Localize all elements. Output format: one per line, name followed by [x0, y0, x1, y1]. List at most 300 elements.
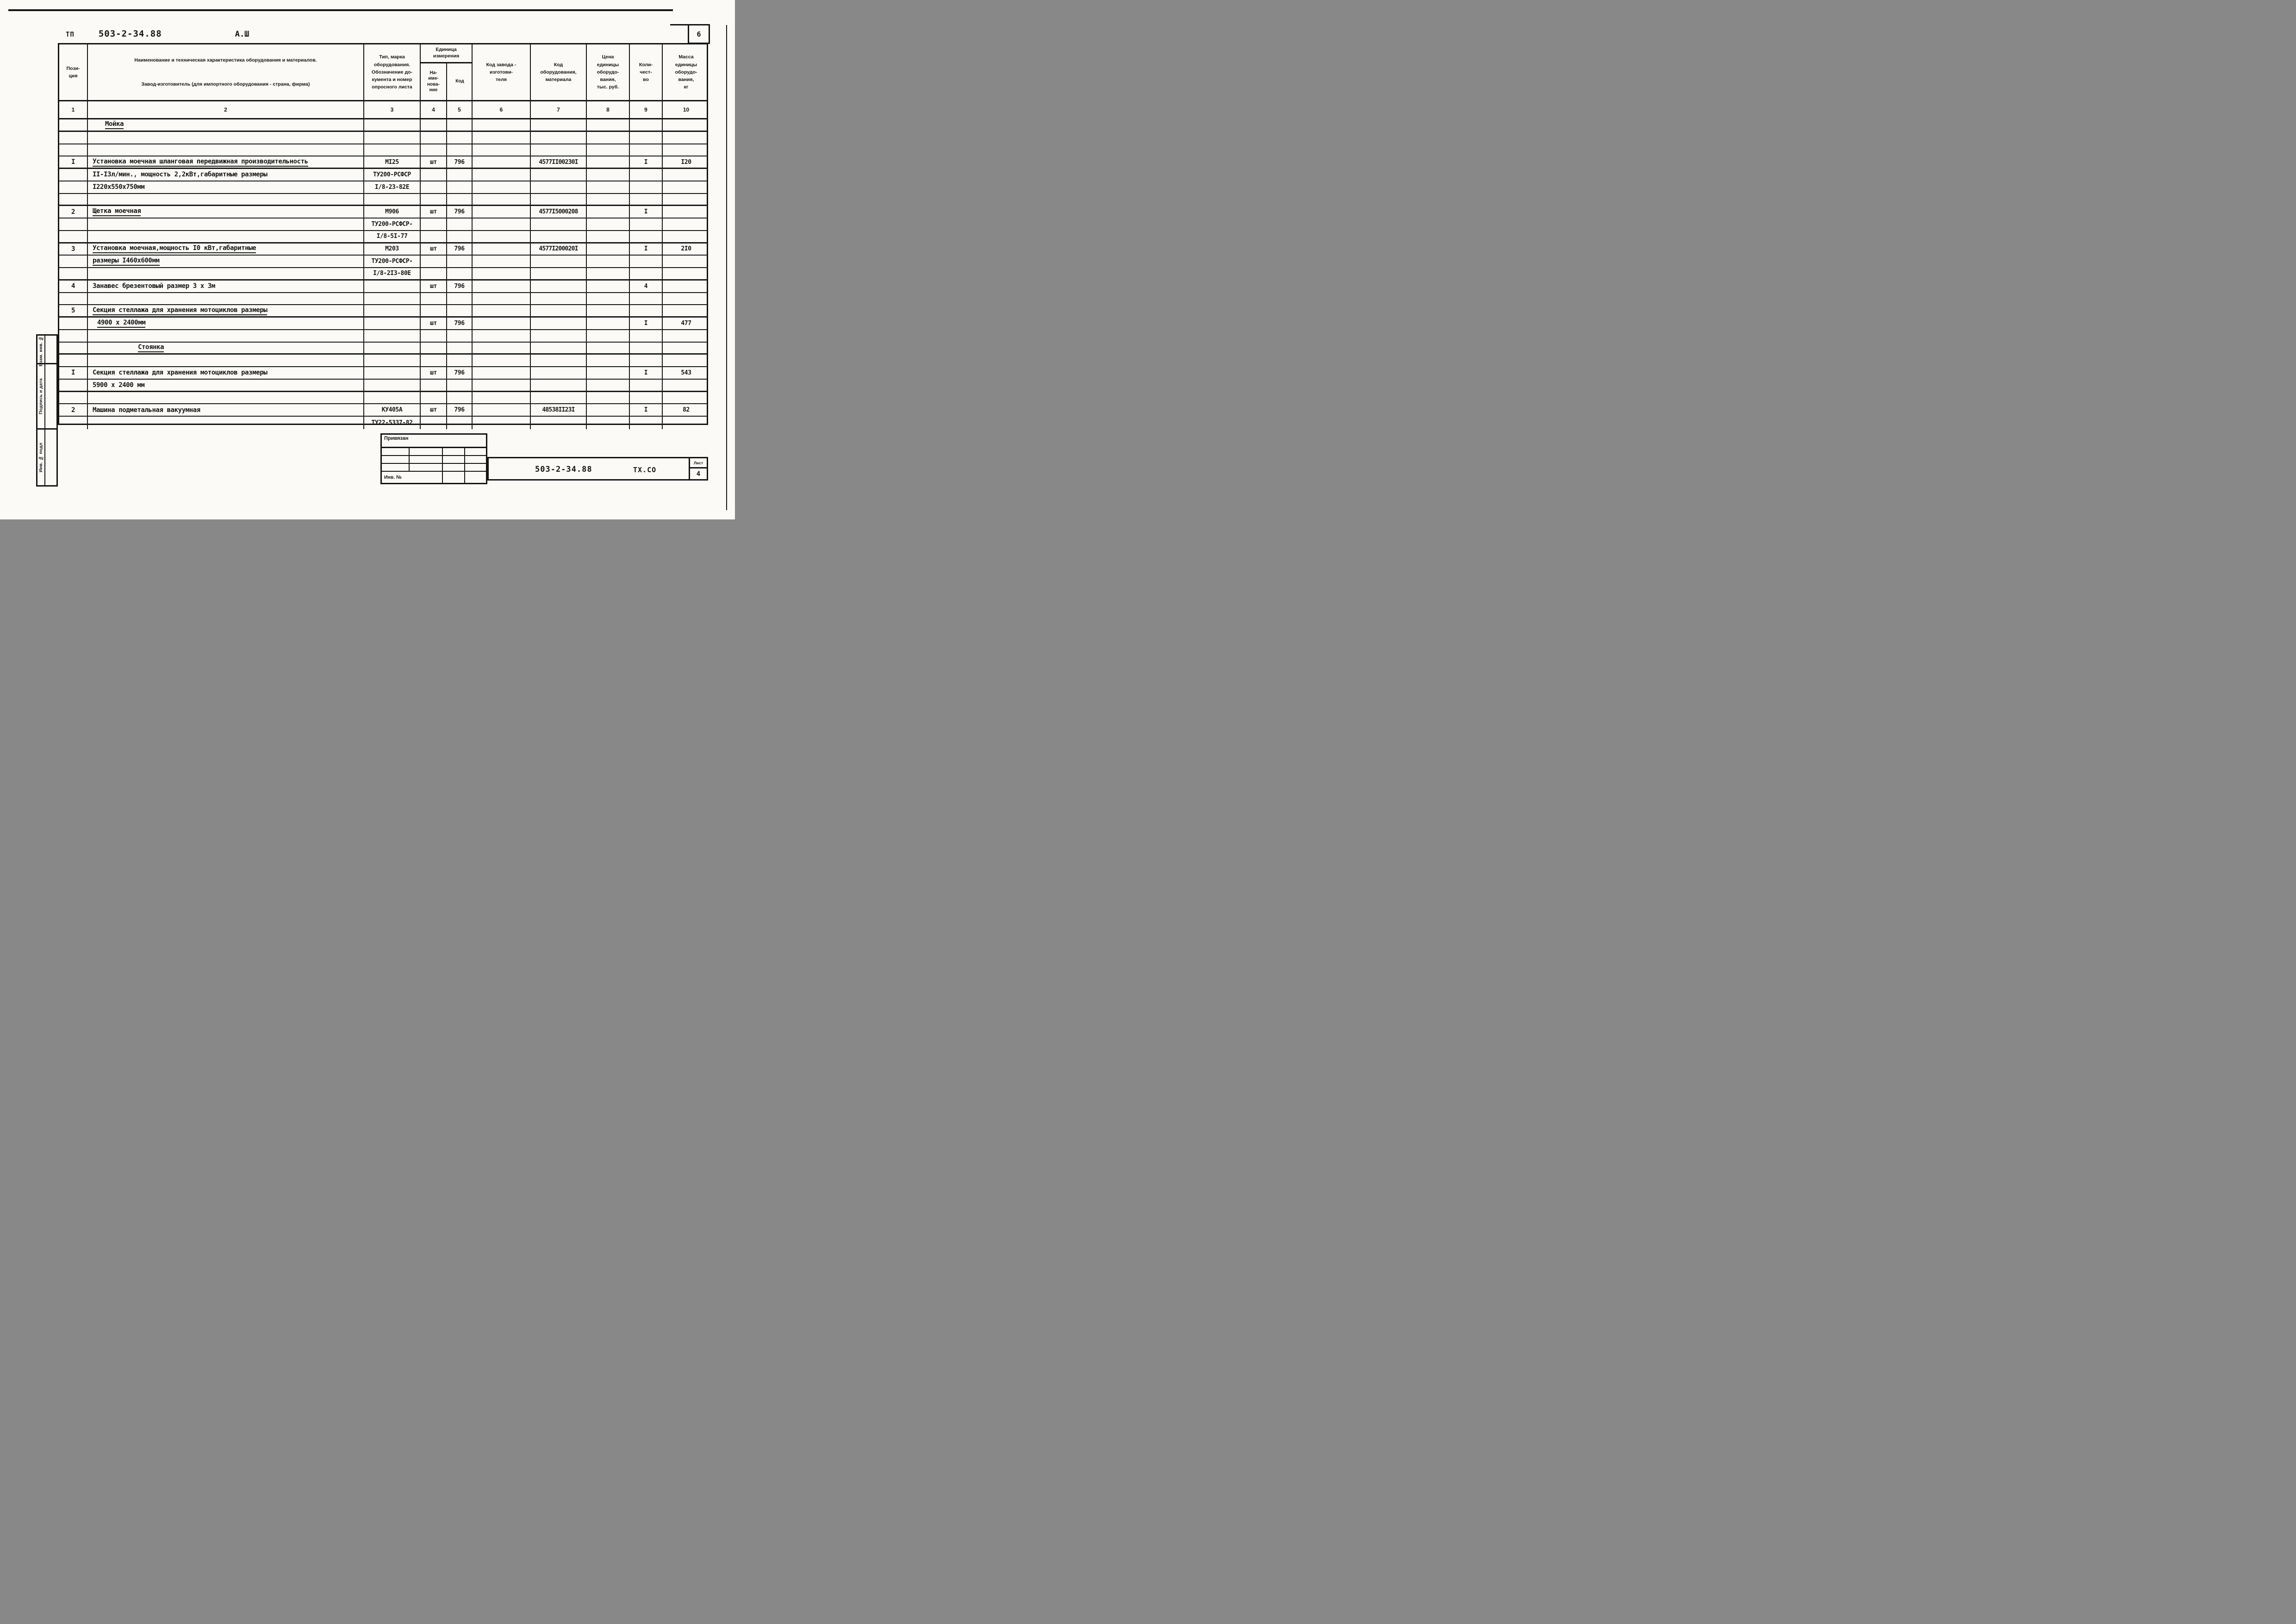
- cell-pos: 3: [59, 244, 88, 255]
- binding-stamp: [380, 433, 487, 484]
- cell-pos: [59, 343, 88, 354]
- table-row: [59, 144, 707, 157]
- cell-equip: [531, 355, 587, 366]
- table-row: [59, 380, 707, 392]
- cell-price: [587, 380, 630, 391]
- cell-equip: [531, 318, 587, 329]
- cell-price: [587, 194, 630, 205]
- cell-factory: [473, 268, 531, 279]
- cell-price: [587, 231, 630, 242]
- cell-type: [364, 281, 421, 292]
- header-unit-name: На- име- нова- ние: [421, 63, 447, 100]
- cell-qty: [630, 268, 663, 279]
- cell-factory: [473, 392, 531, 404]
- cell-code: 796: [447, 244, 473, 255]
- cell-pos: [59, 318, 88, 329]
- cell-pos: I: [59, 156, 88, 168]
- page-number-box: [688, 24, 710, 44]
- cell-equip: [531, 380, 587, 391]
- cell-name: Щетка моечная: [88, 206, 364, 218]
- stamp-grid-row: [382, 448, 486, 456]
- cell-qty: [630, 132, 663, 144]
- cell-unit: [421, 194, 447, 205]
- cell-pos: [59, 231, 88, 242]
- cell-code: [447, 380, 473, 391]
- cell-qty: I: [630, 156, 663, 168]
- cell-price: [587, 293, 630, 305]
- table-row: [59, 156, 707, 169]
- stamp-inv-row: [382, 472, 486, 483]
- cell-name: [88, 231, 364, 242]
- column-number: 8: [587, 101, 630, 118]
- cell-type: ТУ200-РСФСР-: [364, 256, 421, 267]
- cell-equip: [531, 392, 587, 404]
- cell-name: [88, 219, 364, 230]
- table-row: [59, 132, 707, 144]
- cell-unit: [421, 293, 447, 305]
- page-number-tick: [670, 24, 688, 25]
- stamp-title: Привязан: [382, 435, 486, 448]
- cell-type: [364, 318, 421, 329]
- cell-qty: [630, 256, 663, 267]
- cell-unit: шт: [421, 367, 447, 379]
- cell-name: Занавес брезентовый размер 3 х 3м: [88, 281, 364, 292]
- cell-type: I/8-5I-77: [364, 231, 421, 242]
- cell-mass: [663, 144, 709, 156]
- cell-price: [587, 330, 630, 342]
- cell-price: [587, 244, 630, 255]
- cell-equip: 4577I5000208: [531, 206, 587, 218]
- cell-factory: [473, 256, 531, 267]
- cell-factory: [473, 156, 531, 168]
- sheet-label: Лист: [690, 458, 707, 468]
- sidebar-cell-podpis: [37, 364, 56, 430]
- table-header-row: [59, 44, 707, 101]
- cell-factory: [473, 318, 531, 329]
- cell-type: [364, 305, 421, 316]
- cell-qty: [630, 181, 663, 193]
- cell-equip: [531, 417, 587, 429]
- cell-code: [447, 256, 473, 267]
- cell-code: [447, 355, 473, 366]
- cell-name: [88, 417, 364, 429]
- cell-code: [447, 169, 473, 181]
- cell-type: [364, 144, 421, 156]
- cell-type: ТУ22-5337-82: [364, 417, 421, 429]
- cell-factory: [473, 293, 531, 305]
- cell-unit: шт: [421, 244, 447, 255]
- column-number: 5: [447, 101, 473, 118]
- cell-qty: I: [630, 367, 663, 379]
- cell-mass: [663, 417, 709, 429]
- cell-pos: [59, 380, 88, 391]
- cell-qty: [630, 305, 663, 316]
- footer-project-number: 503-2-34.88: [535, 465, 592, 474]
- cell-mass: 82: [683, 406, 690, 414]
- cell-factory: [473, 380, 531, 391]
- cell-qty: [630, 231, 663, 242]
- sidebar-blank: [45, 336, 56, 366]
- cell-qty: [630, 219, 663, 230]
- cell-pos: [59, 194, 88, 205]
- cell-mass: [663, 132, 709, 144]
- cell-factory: [473, 417, 531, 429]
- cell-code: [447, 343, 473, 354]
- cell-pos: [59, 392, 88, 404]
- cell-unit: [421, 380, 447, 391]
- cell-pos: I: [59, 367, 88, 379]
- cell-pos: [59, 330, 88, 342]
- cell-name: Мойка: [88, 119, 364, 131]
- cell-equip: [531, 343, 587, 354]
- cell-unit: [421, 330, 447, 342]
- cell-price: [587, 343, 630, 354]
- cell-equip: 4577II00230I: [531, 156, 587, 168]
- header-factory-code: Код завода - изготови- теля: [473, 44, 531, 100]
- sidebar-blank: [45, 364, 56, 428]
- cell-qty: [630, 169, 663, 181]
- cell-pos: [59, 417, 88, 429]
- cell-name: [88, 268, 364, 279]
- title-block-band: [487, 457, 708, 481]
- cell-unit: [421, 181, 447, 193]
- cell-qty: [630, 355, 663, 366]
- cell-unit: [421, 343, 447, 354]
- column-number: 9: [630, 101, 663, 118]
- cell-mass: [663, 305, 709, 316]
- cell-price: [587, 119, 630, 131]
- cell-type: М203: [364, 244, 421, 255]
- cell-pos: [59, 219, 88, 230]
- table-row: [59, 231, 707, 244]
- cell-factory: [473, 343, 531, 354]
- header-unit-code: Код: [455, 79, 464, 84]
- header-position: Пози- ция: [59, 44, 88, 100]
- cell-price: [587, 256, 630, 267]
- cell-name: II-I3л/мин., мощность 2,2кВт,габаритные размеры: [88, 169, 364, 181]
- table-row: [59, 206, 707, 219]
- right-margin-rule: [726, 25, 727, 510]
- cell-unit: шт: [421, 404, 447, 416]
- cell-equip: [531, 293, 587, 305]
- cell-code: [447, 132, 473, 144]
- column-number: 7: [531, 101, 587, 118]
- sidebar-cell-inv: [37, 430, 56, 485]
- cell-type: [364, 392, 421, 404]
- cell-qty: [630, 293, 663, 305]
- cell-mass: [663, 194, 709, 205]
- page-number: 6: [697, 30, 701, 38]
- cell-code: [447, 392, 473, 404]
- cell-price: [587, 355, 630, 366]
- cell-price: [587, 281, 630, 292]
- cell-name: Секция стеллажа для хранения мотоциклов размеры: [88, 367, 364, 379]
- cell-equip: [531, 144, 587, 156]
- cell-price: [587, 268, 630, 279]
- table-row: [59, 305, 707, 318]
- cell-qty: 4: [630, 281, 663, 292]
- cell-type: I/8-23-82Е: [364, 181, 421, 193]
- column-number: 10: [683, 106, 690, 113]
- cell-type: [364, 380, 421, 391]
- cell-mass: [663, 206, 709, 218]
- cell-equip: [531, 268, 587, 279]
- cell-name: 5900 х 2400 мм: [88, 380, 364, 391]
- cell-name: Установка моечная,мощность I0 кВт,габаритные: [88, 244, 364, 255]
- cell-pos: [59, 132, 88, 144]
- cell-mass: [663, 219, 709, 230]
- cell-mass: [663, 330, 709, 342]
- cell-price: [587, 156, 630, 168]
- sheet-number-box: [689, 458, 707, 479]
- cell-name: [88, 392, 364, 404]
- cell-pos: [59, 181, 88, 193]
- cell-unit: [421, 392, 447, 404]
- cell-mass: [663, 119, 709, 131]
- table-row: [59, 119, 707, 132]
- cell-equip: [531, 367, 587, 379]
- cell-code: [447, 231, 473, 242]
- sheet-number: 4: [696, 470, 701, 478]
- cell-unit: [421, 144, 447, 156]
- cell-type: [364, 367, 421, 379]
- cell-pos: 2: [59, 206, 88, 218]
- cell-qty: [630, 417, 663, 429]
- cell-equip: [531, 256, 587, 267]
- cell-factory: [473, 355, 531, 366]
- cell-equip: [531, 169, 587, 181]
- cell-code: [447, 305, 473, 316]
- cell-qty: [630, 144, 663, 156]
- table-row: [59, 367, 707, 380]
- header-unit-title: Единица измерения: [421, 44, 472, 63]
- cell-pos: [59, 144, 88, 156]
- cell-mass: I20: [681, 158, 691, 166]
- table-row: [59, 330, 707, 343]
- cell-factory: [473, 169, 531, 181]
- cell-unit: [421, 169, 447, 181]
- cell-type: [364, 343, 421, 354]
- cell-pos: [59, 256, 88, 267]
- cell-price: [587, 206, 630, 218]
- table-row: [59, 404, 707, 417]
- cell-type: [364, 132, 421, 144]
- footer-mark: ТХ.СО: [633, 466, 657, 474]
- table-row: [59, 293, 707, 306]
- cell-factory: [473, 194, 531, 205]
- cell-code: [447, 194, 473, 205]
- sidebar-cell-vzam: [37, 336, 56, 367]
- cell-factory: [473, 181, 531, 193]
- top-rule: [8, 9, 673, 11]
- cell-name: [88, 330, 364, 342]
- cell-code: [447, 119, 473, 131]
- stamp-grid-row: [382, 456, 486, 464]
- cell-factory: [473, 206, 531, 218]
- cell-name: [88, 293, 364, 305]
- stamp-inv-label: Инв. №: [382, 472, 443, 483]
- header-price: Цена единицы оборудо- вания, тыс. руб.: [587, 44, 630, 100]
- table-row: [59, 219, 707, 231]
- cell-factory: [473, 281, 531, 292]
- cell-equip: 48538II23I: [531, 404, 587, 416]
- cell-name: [88, 355, 364, 366]
- cell-pos: [59, 293, 88, 305]
- cell-equip: [531, 181, 587, 193]
- cell-type: [364, 330, 421, 342]
- cell-code: [447, 219, 473, 230]
- table-row: [59, 343, 707, 355]
- cell-factory: [473, 119, 531, 131]
- cell-equip: 4577I200020I: [531, 244, 587, 255]
- cell-code: 796: [447, 404, 473, 416]
- sidebar-label: Инв. № подл: [37, 430, 45, 485]
- cell-type: [364, 293, 421, 305]
- cell-mass: [663, 231, 709, 242]
- document-header: [66, 29, 249, 39]
- cell-pos: 2: [59, 404, 88, 416]
- cell-pos: [59, 268, 88, 279]
- cell-price: [587, 392, 630, 404]
- cell-code: [447, 330, 473, 342]
- cell-type: [364, 355, 421, 366]
- cell-price: [587, 367, 630, 379]
- scanned-specification-sheet: [0, 0, 735, 519]
- sidebar-label: Взам. инв. №: [37, 336, 45, 366]
- cell-type: КУ405А: [364, 404, 421, 416]
- column-number: 2: [88, 101, 364, 118]
- table-row: [59, 181, 707, 194]
- cell-unit: [421, 256, 447, 267]
- cell-unit: [421, 231, 447, 242]
- cell-code: [447, 181, 473, 193]
- cell-code: 796: [447, 281, 473, 292]
- header-quantity: Коли- чест- во: [630, 44, 663, 100]
- cell-factory: [473, 132, 531, 144]
- cell-factory: [473, 367, 531, 379]
- cell-factory: [473, 305, 531, 316]
- cell-price: [587, 305, 630, 316]
- cell-mass: [663, 343, 709, 354]
- cell-equip: [531, 219, 587, 230]
- cell-qty: [630, 392, 663, 404]
- cell-qty: I: [630, 244, 663, 255]
- cell-code: [447, 268, 473, 279]
- cell-factory: [473, 244, 531, 255]
- table-row: [59, 169, 707, 181]
- header-mass: Масса единицы оборудо- вания, кг: [675, 54, 697, 90]
- cell-mass: [663, 281, 709, 292]
- doc-ref-label: ТП: [66, 31, 75, 38]
- cell-price: [587, 132, 630, 144]
- cell-mass: [663, 181, 709, 193]
- specification-table: [58, 43, 708, 425]
- cell-factory: [473, 404, 531, 416]
- cell-code: 796: [447, 206, 473, 218]
- table-row: [59, 355, 707, 367]
- table-row: [59, 281, 707, 293]
- cell-code: 796: [447, 318, 473, 329]
- cell-name: I220x550x750мм: [88, 181, 364, 193]
- cell-type: МI25: [364, 156, 421, 168]
- cell-unit: [421, 305, 447, 316]
- cell-qty: I: [630, 404, 663, 416]
- doc-code: А.Ш: [235, 30, 249, 39]
- header-unit-group: [421, 44, 473, 100]
- cell-name: Стоянка: [88, 343, 364, 354]
- cell-unit: [421, 268, 447, 279]
- sidebar-label: Подпись и дата: [37, 364, 45, 428]
- cell-mass: [663, 256, 709, 267]
- cell-factory: [473, 144, 531, 156]
- cell-pos: 5: [59, 305, 88, 316]
- cell-type: [364, 119, 421, 131]
- cell-mass: [663, 380, 709, 391]
- table-row: [59, 256, 707, 268]
- cell-equip: [531, 119, 587, 131]
- cell-name: [88, 194, 364, 205]
- cell-unit: [421, 219, 447, 230]
- table-row: [59, 318, 707, 330]
- table-row: [59, 244, 707, 256]
- cell-unit: [421, 355, 447, 366]
- cell-equip: [531, 305, 587, 316]
- cell-unit: шт: [421, 156, 447, 168]
- cell-price: [587, 169, 630, 181]
- table-body: [59, 119, 707, 429]
- column-number-row: [59, 101, 707, 119]
- cell-mass: [663, 169, 709, 181]
- table-row: [59, 392, 707, 405]
- cell-qty: [630, 194, 663, 205]
- cell-pos: [59, 355, 88, 366]
- cell-qty: [630, 380, 663, 391]
- cell-equip: [531, 132, 587, 144]
- cell-equip: [531, 231, 587, 242]
- cell-qty: I: [630, 318, 663, 329]
- cell-price: [587, 417, 630, 429]
- cell-unit: [421, 132, 447, 144]
- stamp-grid-row: [382, 464, 486, 472]
- cell-name: Машина подметальная вакуумная: [88, 404, 364, 416]
- cell-qty: [630, 330, 663, 342]
- cell-price: [587, 404, 630, 416]
- sidebar-blank: [45, 430, 56, 485]
- header-equip-code: Код оборудования, материала: [531, 44, 587, 100]
- cell-price: [587, 219, 630, 230]
- cell-type: ТУ200-РСФСР: [364, 169, 421, 181]
- cell-unit: шт: [421, 318, 447, 329]
- cell-name: Установка моечная шланговая передвижная производительность: [88, 156, 364, 168]
- left-margin-stamp: [36, 334, 58, 487]
- cell-name: размеры I460x600мм: [88, 256, 364, 267]
- cell-mass: [663, 355, 709, 366]
- column-number: 4: [421, 101, 447, 118]
- cell-mass: 543: [681, 369, 691, 376]
- cell-code: [447, 293, 473, 305]
- cell-factory: [473, 330, 531, 342]
- doc-number: 503-2-34.88: [98, 29, 162, 39]
- cell-mass: [663, 293, 709, 305]
- cell-equip: [531, 281, 587, 292]
- cell-qty: I: [630, 206, 663, 218]
- header-type: Тип, марка оборудования. Обозначение до- кумента и номер опросного листа: [364, 44, 421, 100]
- cell-type: [364, 194, 421, 205]
- cell-qty: [630, 343, 663, 354]
- cell-mass: 2I0: [681, 245, 691, 253]
- header-name: Наименование и техническая характеристика оборудования и материалов. Завод-изготовитель (для импортного оборудования - страна, фирма): [88, 44, 364, 100]
- column-number: 6: [473, 101, 531, 118]
